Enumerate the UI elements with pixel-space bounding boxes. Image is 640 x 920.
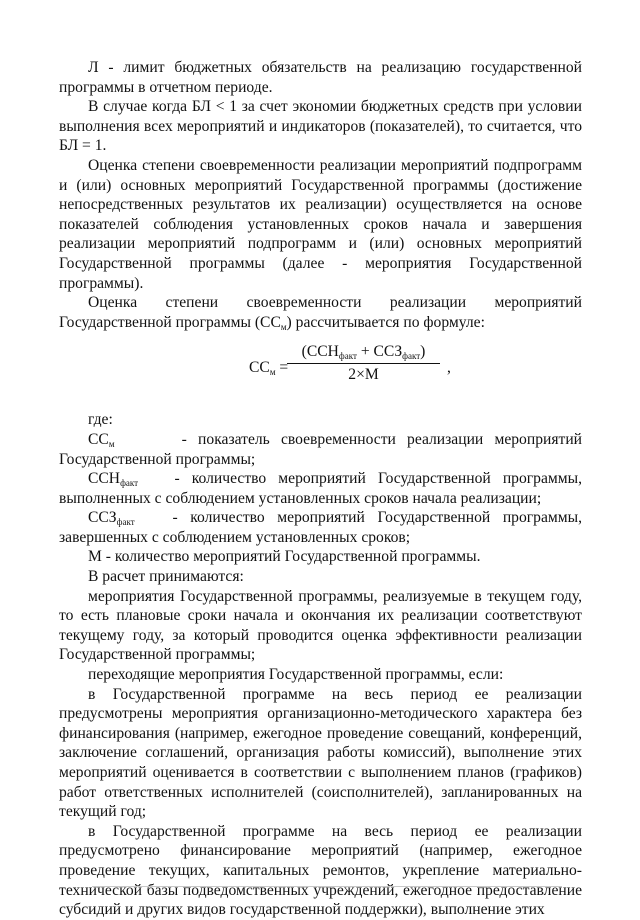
formula-lhs-sub: м: [269, 367, 276, 378]
where-label: где:: [88, 411, 113, 429]
formula-equals: =: [275, 359, 289, 377]
paragraph-bl-condition: В случае когда БЛ < 1 за счет экономии бюджетных средств при условии выполнения всех мероприятий и индикаторов (показателей), то считается, что БЛ = 1.: [59, 98, 582, 155]
formula-comma: ,: [447, 359, 451, 377]
definition-m: М - количество мероприятий Государственной программы.: [88, 548, 481, 566]
definition-ssz-fakt: [59, 508, 582, 547]
symbol-cc: (СС: [254, 313, 281, 331]
def-cc-text: - показатель своевременности реализации мероприятий Государственной программы;: [59, 430, 583, 468]
formula-lhs-symbol: СС: [249, 359, 270, 377]
formula-intro-symbol: [255, 314, 292, 331]
formula-cc-m: [59, 342, 582, 400]
def-ssn-text: - количество мероприятий Государственной программы, выполненных с соблюдением установленных сроков начала реализации;: [59, 470, 582, 507]
formula-intro-tail: рассчитывается по формуле:: [295, 313, 485, 331]
definition-ssn-fakt: [59, 469, 582, 508]
symbol-close-paren: ): [286, 313, 292, 331]
paragraph-timeliness-assessment: Оценка степени своевременности реализации мероприятий подпрограмм и (или) основных мероприятий Государственной программы (достижение непосредственных результатов их реализации) осуществляется на основе показателей соблюдения установленных сроков начала и завершения реализации мероприятий подпрограмм и (или) основных мероприятий Государственной программы (далее - мероприятия Государственной программы).: [59, 156, 582, 292]
formula-fraction: [281, 342, 446, 384]
paragraph-organizational-activities: в Государственной программе на весь период ее реализации предусмотрены мероприятия организационно-методического характера без финансирования (например, ежегодное проведение совещаний, конференций, заключение соглашений, организация работы комиссий), выполнение этих мероприятий оценивается в соответствии с выполнением планов (графиков) работ ответственных исполнителей (соисполнителей), запланированных на текущий год;: [59, 685, 582, 821]
paragraph-limit-definition: Л - лимит бюджетных обязательств на реализацию государственной программы в отчетном периоде.: [59, 59, 582, 96]
page-bottom-rule: [92, 886, 562, 887]
def-ssz-text: - количество мероприятий Государственной программы, завершенных с соблюдением установленных сроков;: [59, 509, 582, 546]
paragraph-included: В расчет принимаются:: [88, 568, 244, 586]
paragraph-carryover-activities: переходящие мероприятия Государственной программы, если:: [88, 666, 504, 684]
def-symbol-cc-sub: м: [108, 438, 115, 449]
paragraph-formula-intro: [59, 293, 582, 332]
formula-denominator: 2×М: [348, 365, 379, 383]
paragraph-current-year-activities: мероприятия Государственной программы, реализуемые в текущем году, то есть плановые сроки начала и окончания их реализации соответствуют текущему году, за который проводится оценка эффективности реализации Государственной программы;: [59, 587, 582, 664]
formula-numerator: [281, 342, 446, 363]
symbol-cc-sub: м: [280, 321, 287, 332]
formula-ssn: (ССН: [301, 343, 339, 361]
formula-num-close: ): [420, 343, 426, 361]
formula-ssn-sub: факт: [338, 351, 357, 362]
def-symbol-ssn-sub: факт: [120, 478, 139, 489]
formula-intro-text: Оценка степени своевременности реализации мероприятий Государственной программы: [59, 294, 582, 331]
def-symbol-cc: СС: [88, 430, 109, 448]
def-symbol-ssz-sub: факт: [116, 517, 135, 528]
def-symbol-ssn: ССН: [88, 470, 121, 488]
formula-ssz: + ССЗ: [356, 343, 403, 361]
definition-cc-m: [59, 430, 582, 469]
formula-ssz-sub: факт: [402, 351, 421, 362]
def-symbol-ssz: ССЗ: [88, 509, 117, 527]
document-body: [59, 58, 582, 920]
paragraph-financed-activities: в Государственной программе на весь период ее реализации предусмотрено финансирование мероприятий (например, ежегодное проведение текущих, капитальных ремонтов, укрепление материально-технической базы подведомственных учреждений, ежегодное предоставление субсидий и других видов государственной поддержки), выполнение этих: [59, 822, 582, 919]
